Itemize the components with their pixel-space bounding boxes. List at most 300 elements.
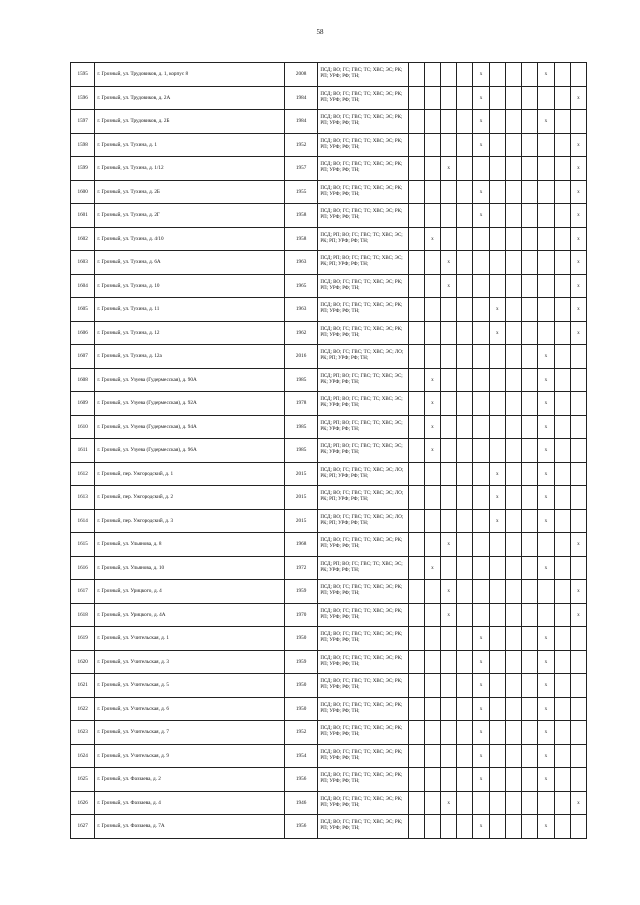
row-number: 1597 [71, 110, 95, 134]
row-mark-cell: x [441, 533, 457, 557]
table-row [71, 86, 587, 110]
row-mark-cell: x [538, 462, 554, 486]
table-row [71, 697, 587, 721]
row-year: 1978 [284, 392, 317, 416]
row-address: г. Грозный, ул. Тухина, д. 2Б [95, 180, 285, 204]
row-mark-cell [554, 110, 570, 134]
row-mark-cell [538, 791, 554, 815]
row-mark-cell [441, 674, 457, 698]
row-year: 1985 [284, 439, 317, 463]
table-row [71, 368, 587, 392]
row-mark-cell [408, 533, 424, 557]
row-mark-cell [489, 251, 505, 275]
row-mark-cell [424, 274, 440, 298]
row-mark-cell [473, 439, 489, 463]
row-year: 1958 [284, 204, 317, 228]
row-address: г. Грозный, ул. Урицкого, д. 4 [95, 580, 285, 604]
row-mark-cell [489, 721, 505, 745]
row-mark-cell: x [538, 110, 554, 134]
row-systems: ПСД; ВО; ГС; ГВС; ТС; ХВС; ЭС; РК; РП; УРФ; РФ; ТН; [318, 110, 408, 134]
row-mark-cell [424, 603, 440, 627]
table-row [71, 274, 587, 298]
table-row [71, 63, 587, 87]
row-mark-cell: x [570, 298, 586, 322]
row-mark-cell: x [441, 603, 457, 627]
row-mark-cell: x [441, 251, 457, 275]
row-mark-cell: x [424, 368, 440, 392]
row-mark-cell [408, 86, 424, 110]
row-mark-cell: x [538, 392, 554, 416]
row-mark-cell [522, 321, 538, 345]
row-systems: ПСД; ВО; ГС; ГВС; ТС; ХВС; ЭС; РК; РП; УРФ; РФ; ТН; [318, 157, 408, 181]
row-number: 1601 [71, 204, 95, 228]
row-mark-cell: x [441, 274, 457, 298]
row-mark-cell [522, 721, 538, 745]
row-address: г. Грозный, ул. Урицкого, д. 4А [95, 603, 285, 627]
table-row [71, 815, 587, 839]
row-mark-cell [457, 392, 473, 416]
row-mark-cell [505, 86, 521, 110]
row-mark-cell [473, 227, 489, 251]
row-mark-cell [441, 180, 457, 204]
row-mark-cell [538, 274, 554, 298]
row-mark-cell [505, 509, 521, 533]
row-mark-cell [522, 298, 538, 322]
table-row [71, 674, 587, 698]
row-mark-cell [522, 345, 538, 369]
row-mark-cell [473, 298, 489, 322]
row-mark-cell [570, 462, 586, 486]
row-mark-cell [570, 815, 586, 839]
row-mark-cell [408, 674, 424, 698]
row-mark-cell [538, 603, 554, 627]
row-mark-cell: x [473, 697, 489, 721]
row-mark-cell: x [538, 368, 554, 392]
table-row [71, 791, 587, 815]
row-mark-cell [505, 392, 521, 416]
table-row [71, 462, 587, 486]
row-mark-cell [505, 744, 521, 768]
row-mark-cell [522, 227, 538, 251]
row-mark-cell [441, 110, 457, 134]
row-address: г. Грозный, ул. Тухина, д. 1 [95, 133, 285, 157]
row-address: г. Грозный, ул. Ульянова, д. 10 [95, 556, 285, 580]
row-mark-cell [408, 815, 424, 839]
row-mark-cell [441, 556, 457, 580]
row-mark-cell [424, 133, 440, 157]
row-year: 1985 [284, 368, 317, 392]
row-mark-cell: x [473, 63, 489, 87]
row-mark-cell: x [473, 650, 489, 674]
row-year: 1946 [284, 791, 317, 815]
row-mark-cell [505, 815, 521, 839]
row-mark-cell: x [538, 415, 554, 439]
row-mark-cell [408, 768, 424, 792]
row-mark-cell: x [473, 674, 489, 698]
row-mark-cell [408, 180, 424, 204]
row-mark-cell [554, 462, 570, 486]
row-mark-cell [473, 415, 489, 439]
row-mark-cell: x [570, 227, 586, 251]
row-mark-cell [424, 321, 440, 345]
table-row [71, 298, 587, 322]
row-mark-cell [554, 650, 570, 674]
row-mark-cell [554, 274, 570, 298]
row-mark-cell [489, 439, 505, 463]
row-mark-cell [522, 697, 538, 721]
row-mark-cell [538, 321, 554, 345]
row-mark-cell [441, 321, 457, 345]
row-address: г. Грозный, ул. Учительская, д. 6 [95, 697, 285, 721]
row-mark-cell: x [538, 744, 554, 768]
row-mark-cell [505, 204, 521, 228]
row-mark-cell [505, 63, 521, 87]
row-mark-cell [538, 298, 554, 322]
row-mark-cell [505, 227, 521, 251]
row-mark-cell [408, 627, 424, 651]
row-mark-cell: x [489, 486, 505, 510]
row-mark-cell: x [538, 815, 554, 839]
row-mark-cell: x [441, 791, 457, 815]
row-mark-cell [424, 674, 440, 698]
row-mark-cell [424, 298, 440, 322]
row-mark-cell [457, 603, 473, 627]
row-mark-cell [522, 392, 538, 416]
row-mark-cell [489, 556, 505, 580]
row-mark-cell [457, 791, 473, 815]
row-systems: ПСД; ВО; ГС; ГВС; ТС; ХВС; ЭС; ЛО; РК; РП; УРФ; РФ; ТН; [318, 462, 408, 486]
row-mark-cell [424, 180, 440, 204]
row-systems: ПСД; ВО; ГС; ГВС; ТС; ХВС; ЭС; ЛО; РК; РП; УРФ; РФ; ТН; [318, 345, 408, 369]
row-mark-cell [457, 63, 473, 87]
row-mark-cell: x [570, 180, 586, 204]
row-mark-cell [554, 768, 570, 792]
row-mark-cell [457, 533, 473, 557]
row-mark-cell [473, 321, 489, 345]
row-mark-cell [457, 744, 473, 768]
table-row [71, 533, 587, 557]
row-address: г. Грозный, ул. Учительская, д. 1 [95, 627, 285, 651]
row-mark-cell [522, 744, 538, 768]
row-mark-cell [441, 627, 457, 651]
row-mark-cell [489, 392, 505, 416]
row-mark-cell [424, 345, 440, 369]
row-mark-cell [522, 556, 538, 580]
row-address: г. Грозный, ул. Узуева (Гудермесская), д. 90А [95, 368, 285, 392]
row-mark-cell [424, 744, 440, 768]
row-mark-cell [522, 157, 538, 181]
row-mark-cell [473, 791, 489, 815]
table-row [71, 110, 587, 134]
row-number: 1608 [71, 368, 95, 392]
row-mark-cell [522, 204, 538, 228]
row-mark-cell [570, 110, 586, 134]
row-mark-cell: x [424, 556, 440, 580]
row-mark-cell [457, 251, 473, 275]
row-mark-cell [457, 509, 473, 533]
row-mark-cell [554, 509, 570, 533]
row-year: 1984 [284, 86, 317, 110]
table-row [71, 251, 587, 275]
row-address: г. Грозный, ул. Узуева (Гудермесская), д. 94А [95, 415, 285, 439]
row-year: 1954 [284, 744, 317, 768]
row-mark-cell [554, 392, 570, 416]
row-year: 1968 [284, 533, 317, 557]
row-mark-cell: x [538, 674, 554, 698]
row-mark-cell: x [441, 157, 457, 181]
row-mark-cell [505, 697, 521, 721]
row-mark-cell: x [473, 815, 489, 839]
row-mark-cell [570, 674, 586, 698]
row-mark-cell: x [473, 744, 489, 768]
row-mark-cell [408, 439, 424, 463]
housing-registry-table [70, 62, 587, 839]
row-mark-cell [424, 110, 440, 134]
row-mark-cell [489, 674, 505, 698]
row-number: 1627 [71, 815, 95, 839]
row-number: 1599 [71, 157, 95, 181]
row-mark-cell [538, 227, 554, 251]
row-mark-cell [554, 791, 570, 815]
table-row [71, 133, 587, 157]
table-row [71, 321, 587, 345]
row-mark-cell [570, 509, 586, 533]
row-year: 1958 [284, 227, 317, 251]
row-mark-cell [505, 603, 521, 627]
row-mark-cell [424, 721, 440, 745]
row-mark-cell: x [570, 580, 586, 604]
row-number: 1596 [71, 86, 95, 110]
row-mark-cell [570, 556, 586, 580]
row-mark-cell [408, 298, 424, 322]
row-address: г. Грозный, ул. Тухина, д. 2Г [95, 204, 285, 228]
table-row [71, 227, 587, 251]
row-systems: ПСД; ВО; ГС; ГВС; ТС; ХВС; ЭС; РК; РП; УРФ; РФ; ТН; [318, 744, 408, 768]
row-mark-cell: x [473, 180, 489, 204]
row-mark-cell [522, 251, 538, 275]
row-mark-cell: x [424, 227, 440, 251]
row-mark-cell [473, 345, 489, 369]
row-systems: ПСД; ВО; ГС; ГВС; ТС; ХВС; ЭС; РК; РП; УРФ; РФ; ТН; [318, 627, 408, 651]
row-mark-cell [554, 533, 570, 557]
row-number: 1598 [71, 133, 95, 157]
row-mark-cell [457, 556, 473, 580]
row-address: г. Грозный, ул. Учительская, д. 9 [95, 744, 285, 768]
row-mark-cell [522, 110, 538, 134]
row-mark-cell: x [570, 157, 586, 181]
row-mark-cell [570, 368, 586, 392]
row-address: г. Грозный, ул. Фаззаева, д. 2 [95, 768, 285, 792]
row-mark-cell [522, 580, 538, 604]
row-year: 2015 [284, 486, 317, 510]
row-mark-cell [457, 697, 473, 721]
row-mark-cell [538, 157, 554, 181]
row-year: 2008 [284, 63, 317, 87]
row-mark-cell [473, 580, 489, 604]
row-systems: ПСД; РП; ВО; ГС; ГВС; ТС; ХВС; ЭС; РК; УРФ; РФ; ТН; [318, 439, 408, 463]
row-mark-cell [408, 603, 424, 627]
row-systems: ПСД; ВО; ГС; ГВС; ТС; ХВС; ЭС; РК; РП; УРФ; РФ; ТН; [318, 768, 408, 792]
row-mark-cell [538, 133, 554, 157]
row-mark-cell [457, 227, 473, 251]
row-mark-cell: x [473, 721, 489, 745]
row-mark-cell [424, 509, 440, 533]
table-row [71, 509, 587, 533]
row-mark-cell [522, 791, 538, 815]
row-mark-cell [554, 603, 570, 627]
row-mark-cell [408, 744, 424, 768]
row-mark-cell [489, 533, 505, 557]
row-mark-cell [489, 368, 505, 392]
row-mark-cell [489, 157, 505, 181]
row-mark-cell [505, 556, 521, 580]
row-mark-cell [424, 650, 440, 674]
row-mark-cell [457, 86, 473, 110]
row-mark-cell [522, 415, 538, 439]
row-mark-cell [473, 533, 489, 557]
row-year: 1959 [284, 650, 317, 674]
row-mark-cell [408, 721, 424, 745]
row-mark-cell [457, 180, 473, 204]
row-mark-cell: x [570, 133, 586, 157]
row-mark-cell [522, 368, 538, 392]
row-number: 1607 [71, 345, 95, 369]
row-mark-cell [441, 227, 457, 251]
row-mark-cell [489, 63, 505, 87]
row-number: 1622 [71, 697, 95, 721]
row-systems: ПСД; ВО; ГС; ГВС; ТС; ХВС; ЭС; РК; РП; УРФ; РФ; ТН; [318, 274, 408, 298]
row-mark-cell: x [538, 650, 554, 674]
row-year: 1950 [284, 697, 317, 721]
row-mark-cell [473, 274, 489, 298]
row-mark-cell [505, 791, 521, 815]
row-mark-cell: x [538, 768, 554, 792]
row-mark-cell [424, 462, 440, 486]
row-address: г. Грозный, ул. Узуева (Гудермесская), д. 96А [95, 439, 285, 463]
row-systems: ПСД; ВО; ГС; ГВС; ТС; ХВС; ЭС; РК; РП; УРФ; РФ; ТН; [318, 815, 408, 839]
row-mark-cell [522, 439, 538, 463]
row-mark-cell [424, 63, 440, 87]
row-mark-cell [570, 392, 586, 416]
row-systems: ПСД; ВО; ГС; ГВС; ТС; ХВС; ЭС; РК; РП; УРФ; РФ; ТН; [318, 86, 408, 110]
row-mark-cell [473, 368, 489, 392]
row-mark-cell: x [441, 580, 457, 604]
row-mark-cell [505, 486, 521, 510]
row-mark-cell [457, 674, 473, 698]
row-systems: ПСД; ВО; ГС; ГВС; ТС; ХВС; ЭС; РК; РП; УРФ; РФ; ТН; [318, 63, 408, 87]
row-number: 1619 [71, 627, 95, 651]
row-mark-cell [505, 721, 521, 745]
row-systems: ПСД; ВО; ГС; ГВС; ТС; ХВС; ЭС; РК; РП; УРФ; РФ; ТН; [318, 580, 408, 604]
row-mark-cell: x [489, 298, 505, 322]
row-mark-cell [554, 204, 570, 228]
row-mark-cell [570, 345, 586, 369]
row-mark-cell [505, 650, 521, 674]
row-mark-cell [554, 815, 570, 839]
row-mark-cell [441, 439, 457, 463]
row-mark-cell [424, 157, 440, 181]
row-address: г. Грозный, ул. Тухина, д. 12 [95, 321, 285, 345]
row-number: 1614 [71, 509, 95, 533]
row-mark-cell [522, 627, 538, 651]
row-mark-cell [408, 650, 424, 674]
table-row [71, 650, 587, 674]
row-address: г. Грозный, ул. Тухина, д. 11 [95, 298, 285, 322]
row-mark-cell [408, 415, 424, 439]
row-mark-cell [441, 298, 457, 322]
row-address: г. Грозный, ул. Учительская, д. 5 [95, 674, 285, 698]
row-systems: ПСД; ВО; ГС; ГВС; ТС; ХВС; ЭС; РК; РП; УРФ; РФ; ТН; [318, 650, 408, 674]
row-mark-cell [522, 674, 538, 698]
row-mark-cell [457, 204, 473, 228]
row-mark-cell [441, 204, 457, 228]
row-systems: ПСД; ВО; ГС; ГВС; ТС; ХВС; ЭС; РК; РП; УРФ; РФ; ТН; [318, 721, 408, 745]
row-year: 2016 [284, 345, 317, 369]
row-mark-cell [554, 556, 570, 580]
row-number: 1611 [71, 439, 95, 463]
row-mark-cell [570, 439, 586, 463]
row-address: г. Грозный, ул. Фаззаева, д. 4 [95, 791, 285, 815]
row-mark-cell: x [473, 204, 489, 228]
row-systems: ПСД; ВО; ГС; ГВС; ТС; ХВС; ЭС; РК; РП; УРФ; РФ; ТН; [318, 298, 408, 322]
row-mark-cell [457, 627, 473, 651]
row-mark-cell: x [473, 86, 489, 110]
row-mark-cell: x [538, 556, 554, 580]
row-number: 1617 [71, 580, 95, 604]
row-number: 1625 [71, 768, 95, 792]
row-mark-cell [489, 627, 505, 651]
row-systems: ПСД; ВО; ГС; ГВС; ТС; ХВС; ЭС; РК; РП; УРФ; РФ; ТН; [318, 133, 408, 157]
row-mark-cell [570, 768, 586, 792]
row-mark-cell: x [538, 697, 554, 721]
row-mark-cell [522, 274, 538, 298]
row-mark-cell [441, 697, 457, 721]
row-mark-cell [554, 486, 570, 510]
row-mark-cell [570, 744, 586, 768]
table-row [71, 580, 587, 604]
row-systems: ПСД; ВО; ГС; ГВС; ТС; ХВС; ЭС; РК; РП; УРФ; РФ; ТН; [318, 697, 408, 721]
row-mark-cell [505, 627, 521, 651]
row-mark-cell [473, 157, 489, 181]
row-year: 1972 [284, 556, 317, 580]
table-row [71, 415, 587, 439]
row-mark-cell [570, 650, 586, 674]
row-mark-cell [554, 415, 570, 439]
row-mark-cell: x [473, 133, 489, 157]
row-mark-cell [457, 321, 473, 345]
row-number: 1620 [71, 650, 95, 674]
row-mark-cell [424, 486, 440, 510]
row-mark-cell [554, 251, 570, 275]
row-year: 1950 [284, 627, 317, 651]
row-number: 1605 [71, 298, 95, 322]
row-mark-cell [522, 486, 538, 510]
row-number: 1621 [71, 674, 95, 698]
row-mark-cell [505, 768, 521, 792]
row-mark-cell [408, 204, 424, 228]
row-number: 1626 [71, 791, 95, 815]
row-mark-cell [408, 486, 424, 510]
row-number: 1603 [71, 251, 95, 275]
row-number: 1600 [71, 180, 95, 204]
row-mark-cell [408, 110, 424, 134]
row-mark-cell [554, 321, 570, 345]
row-mark-cell [554, 180, 570, 204]
row-mark-cell: x [570, 533, 586, 557]
row-mark-cell [489, 227, 505, 251]
row-mark-cell [505, 157, 521, 181]
row-mark-cell [505, 251, 521, 275]
